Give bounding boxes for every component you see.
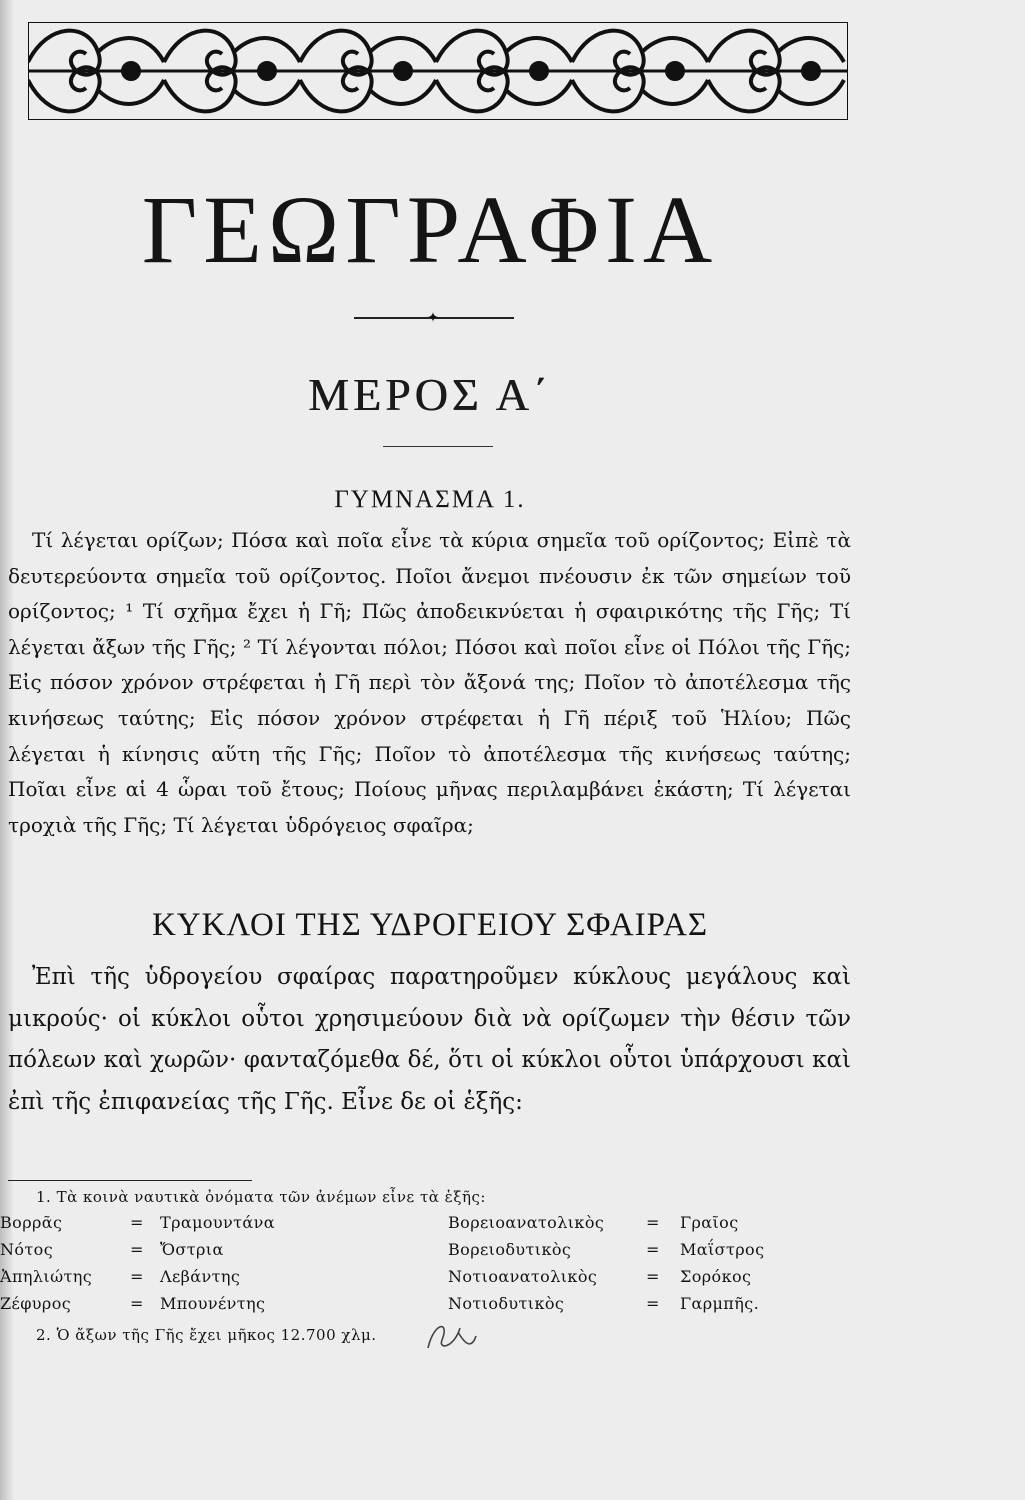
wind-common-name: Τραμουντάνα (160, 1213, 275, 1232)
wind-name: Ζέφυρος (0, 1294, 72, 1313)
wind-row (0, 1240, 860, 1267)
wind-row (0, 1294, 860, 1321)
divider-ornament-icon: ✦ (427, 310, 439, 326)
wind-common-name: Μαΐστρος (680, 1240, 765, 1259)
wind-names-table (0, 1213, 860, 1321)
exercise-questions: Τί λέγεται ορίζων; Πόσα καὶ ποῖα εἶνε τὰ κύρια σημεῖα τοῦ ορίζοντος; Εἰπὲ τὰ δευτερεύοντα σημεῖα τοῦ ορίζοντος. Ποῖοι ἄνεμοι πνέουσιν ἐκ τῶν σημείων τοῦ ορίζοντος; ¹ Τί σχῆμα ἔχει ἡ Γῆ; Πῶς ἀποδεικνύεται ἡ σφαιρικότης τῆς Γῆς; Τί λέγεται ἄξων τῆς Γῆς; ² Τί λέγονται πόλοι; Πόσοι καὶ ποῖοι εἶνε οἱ Πόλοι τῆς Γῆς; Εἰς πόσον χρόνον στρέφεται ἡ Γῆ περὶ τὸν ἄξονά της; Ποῖον τὸ ἀποτέλεσμα τῆς κινήσεως ταύτης; Εἰς πόσον χρόνον στρέφεται ἡ Γῆ πέριξ τοῦ Ἡλίου; Πῶς λέγεται ἡ κίνησις αὕτη τῆς Γῆς; Ποῖον τὸ ἀποτέλεσμα τῆς κινήσεως ταύτης; Ποῖαι εἶνε αἱ 4 ὧραι τοῦ ἔτους; Ποίους μῆνας περιλαμβάνει ἑκάστη; Τί λέγεται τροχιὰ τῆς Γῆς; Τί λέγεται ὑδρόγειος σφαῖρα; (8, 528, 851, 837)
pencil-mark (420, 1318, 480, 1358)
footnote-divider (8, 1180, 252, 1181)
footnote-2: 2. Ὁ ἄξων τῆς Γῆς ἔχει μῆκος 12.700 χλμ. (36, 1326, 377, 1344)
wind-common-name: Σορόκος (680, 1267, 752, 1286)
wind-name: Νότος (0, 1240, 54, 1259)
wind-name: Βορειοανατολικὸς (448, 1213, 605, 1232)
wind-name: Βορρᾶς (0, 1213, 63, 1232)
wind-common-name: Λεβάντης (160, 1267, 241, 1286)
equals-sign: = (130, 1240, 144, 1259)
page-title: ΓΕΩΓΡΑΦΙΑ (141, 176, 719, 283)
wind-common-name: Μπουνέντης (160, 1294, 266, 1313)
wind-name: Ἀπηλιώτης (0, 1267, 93, 1286)
equals-sign: = (646, 1240, 660, 1259)
wind-name: Βορειοδυτικὸς (448, 1240, 572, 1259)
equals-sign: = (130, 1294, 144, 1313)
ornamental-header-band (28, 22, 848, 120)
wind-common-name: Γραῖος (680, 1213, 739, 1232)
footnote-1: 1. Τὰ κοινὰ ναυτικὰ ὀνόματα τῶν ἀνέμων εἶνε τὰ ἑξῆς: (36, 1188, 486, 1206)
wind-row (0, 1213, 860, 1240)
wind-name: Νοτιοανατολικὸς (448, 1267, 598, 1286)
equals-sign: = (130, 1267, 144, 1286)
wind-common-name: Γαρμπῆς. (680, 1294, 760, 1313)
part-divider (383, 446, 493, 447)
part-heading: ΜΕΡΟΣ Α΄ (307, 369, 553, 420)
exercise-heading: ΓΥΜΝΑΣΜΑ 1. (334, 486, 526, 513)
wind-common-name: Ὄστρια (160, 1240, 224, 1259)
section-paragraph: Ἐπὶ τῆς ὑδρογείου σφαίρας παρατηροῦμεν κύκλους μεγάλους καὶ μικρούς· οἱ κύκλοι οὗτοι χρησιμεύουν διὰ νὰ ορίζωμεν τὴν θέσιν τῶν πόλεων καὶ χωρῶν· φανταζόμεθα δέ, ὅτι οἱ κύκλοι οὗτοι ὑπάρχουσι καὶ ἐπὶ τῆς ἐπιφανείας τῆς Γῆς. Εἶνε δε οἱ ἑξῆς: (8, 964, 851, 1115)
equals-sign: = (646, 1294, 660, 1313)
wind-row (0, 1267, 860, 1294)
equals-sign: = (646, 1267, 660, 1286)
equals-sign: = (130, 1213, 144, 1232)
wind-name: Νοτιοδυτικὸς (448, 1294, 565, 1313)
equals-sign: = (646, 1213, 660, 1232)
section-heading: ΚΥΚΛΟΙ ΤΗΣ ΥΔΡΟΓΕΙΟΥ ΣΦΑΙΡΑΣ (151, 907, 709, 943)
